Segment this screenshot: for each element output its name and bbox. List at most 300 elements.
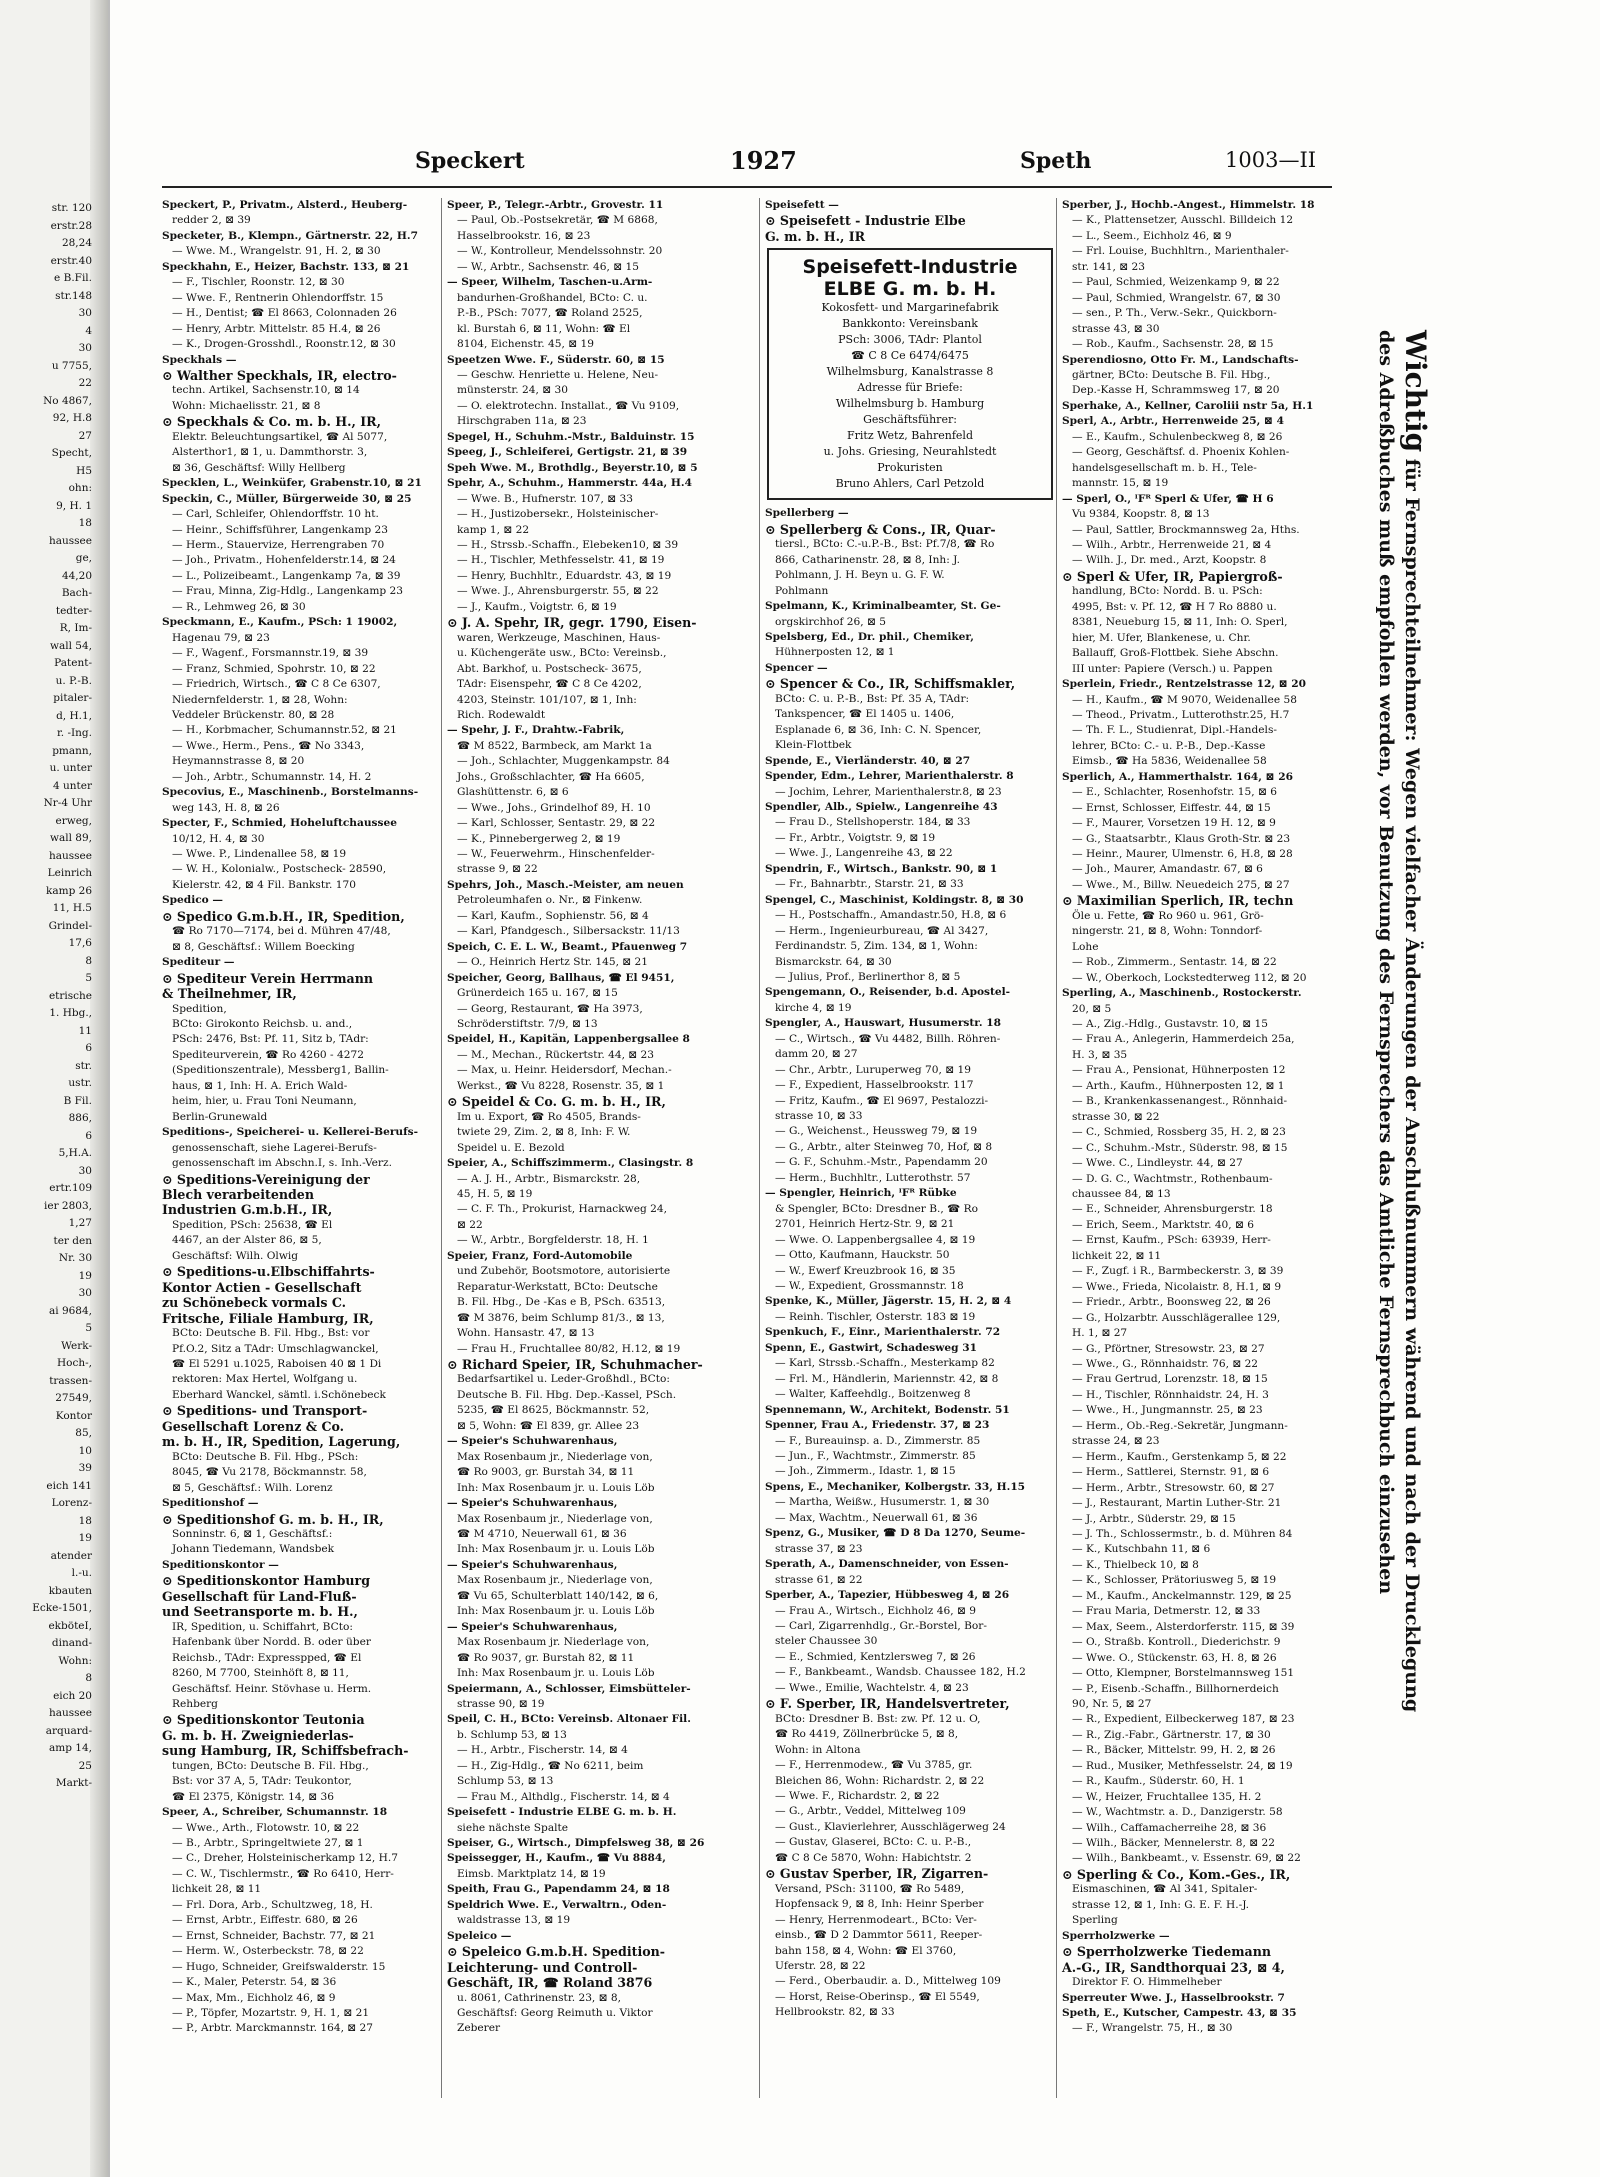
directory-column-4 — [1062, 198, 1334, 2108]
directory-entry-line: — Rud., Musiker, Methfesselstr. 24, ⊠ 19 — [1072, 1759, 1293, 1772]
directory-entry-line: — Otto, Klempner, Borstelmannsweg 151 — [1072, 1667, 1295, 1680]
directory-entry-line: — F., Expedient, Hasselbrookstr. 117 — [775, 1079, 974, 1092]
directory-entry-line: ⊙ Speditionskontor Teutonia — [162, 1712, 365, 1728]
left-page-fragment: kbauten — [48, 1584, 92, 1597]
left-page-fragment: haussee — [49, 1707, 92, 1719]
left-page-fragment: atender — [50, 1549, 92, 1562]
directory-entry-line: ⊙ Speditionshof G. m. b. H., IR, — [162, 1511, 384, 1527]
directory-entry-line: Berlin-Grunewald — [172, 1110, 268, 1123]
left-page-fragment: str. — [75, 1059, 92, 1072]
directory-entry-line: Bst: vor 37 A, 5, TAdr: Teukontor, — [172, 1775, 352, 1788]
page-fold-shadow — [90, 0, 108, 2177]
directory-entry-line: Elektr. Beleuchtungsartikel, ☎ Al 5077, — [172, 430, 388, 443]
directory-entry-line: weg 143, H. 8, ⊠ 26 — [172, 801, 280, 814]
directory-entry-line: — F., Wagenf., Forsmannstr.19, ⊠ 39 — [172, 647, 369, 660]
directory-entry-line: ⊙ Speditions- und Transport- — [162, 1403, 368, 1419]
directory-entry-line: — Herm., Buchhltr., Lutterothstr. 57 — [775, 1171, 971, 1184]
directory-entry-line: Geschäftsf: Wilh. Olwig — [172, 1249, 299, 1262]
directory-entry-line: str. 141, ⊠ 23 — [1072, 260, 1146, 273]
directory-entry-line: Speissegger, H., Kaufm., ☎ Vu 8884, — [447, 1852, 666, 1865]
left-page-fragment: 11 — [78, 1024, 92, 1037]
directory-entry-line: Grünerdeich 165 u. 167, ⊠ 15 — [457, 987, 618, 1000]
directory-entry-line: Werkst., ☎ Vu 8228, Rosenstr. 35, ⊠ 1 — [457, 1079, 665, 1092]
directory-entry-line: Rich. Rodewaldt — [457, 708, 546, 721]
left-page-fragment: str. 120 — [51, 202, 92, 214]
advert-line: Bankkonto: Vereinsbank — [842, 317, 978, 331]
directory-entry-line: Spengler, A., Hauswart, Husumerstr. 18 — [765, 1017, 1002, 1030]
directory-entry-line: Spengel, C., Maschinist, Koldingstr. 8, ⊠ 30 — [765, 893, 1024, 906]
directory-entry-line: — Heinr., Maurer, Ulmenstr. 6, H.8, ⊠ 28 — [1072, 848, 1293, 861]
directory-entry-line: — F., Bureauinsp. a. D., Zimmerstr. 85 — [775, 1434, 981, 1447]
directory-entry-line: Leichterung- und Controll- — [447, 1959, 638, 1975]
directory-entry-line: Ballauff, Groß-Flottbek. Siehe Abschn. — [1072, 647, 1279, 660]
left-page-fragment: 30 — [78, 307, 92, 319]
left-page-fragment: l.-u. — [71, 1567, 92, 1579]
advert-line: ☎ C 8 Ce 6474/6475 — [851, 349, 969, 363]
left-page-fragment: dinand- — [51, 1637, 92, 1649]
directory-entry-line: ☎ Vu 65, Schulterblatt 140/142, ⊠ 6, — [457, 1589, 659, 1602]
directory-entry-line: — Max, u. Heinr. Heidersdorf, Mechan.- — [457, 1064, 672, 1077]
directory-entry-line: — Julius, Prof., Berlinerthor 8, ⊠ 5 — [775, 970, 961, 983]
directory-entry-line: Spehr, A., Schuhm., Hammerstr. 44a, H.4 — [447, 477, 692, 490]
directory-entry-line: Sperrholzwerke — — [1062, 1929, 1170, 1942]
directory-entry-line: Alsterthor1, ⊠ 1, u. Dammthorstr. 3, — [172, 446, 368, 459]
directory-entry-line: G. m. b. H., IR — [765, 228, 866, 244]
directory-entry-line: — W., Ewerf Kreuzbrook 16, ⊠ 35 — [775, 1264, 956, 1277]
directory-entry-line: — Henry, Herrenmodeart., BCto: Ver- — [775, 1913, 977, 1926]
directory-entry-line: Speicher, Georg, Ballhaus, ☎ El 9451, — [447, 971, 675, 984]
directory-entry-line: Specketer, B., Klempn., Gärtnerstr. 22, H.7 — [162, 229, 418, 242]
directory-entry-line: Speckhals — — [162, 353, 237, 366]
directory-entry-line: Esplanade 6, ⊠ 36, Inh: C. N. Spencer, — [775, 723, 982, 736]
directory-entry-line: — W., Wachtmstr. a. D., Danzigerstr. 58 — [1072, 1806, 1283, 1819]
left-page-fragment: 19 — [78, 1532, 92, 1544]
left-page-fragment: Werk- — [61, 1339, 92, 1352]
directory-entry-line: Eismaschinen, ☎ Al 341, Spitaler- — [1072, 1883, 1258, 1896]
directory-entry-line: Spelmann, K., Kriminalbeamter, St. Ge- — [765, 600, 1001, 613]
directory-entry-line: — Karl, Pfandgesch., Silbersackstr. 11/13 — [457, 925, 680, 938]
left-page-fragment: r. -Ing. — [56, 727, 92, 739]
directory-entry-line: — Max, Mm., Eichholz 46, ⊠ 9 — [172, 1991, 336, 2004]
directory-entry-line: tungen, BCto: Deutsche B. Fil. Hbg., — [172, 1759, 369, 1772]
directory-entry-line: 8045, ☎ Vu 2178, Böckmannstr. 58, — [172, 1466, 367, 1479]
directory-entry-line: Spenz, G., Musiker, ☎ D 8 Da 1270, Seume- — [765, 1527, 1026, 1540]
directory-entry-line: Eimsb., ☎ Ha 5836, Weidenallee 58 — [1072, 755, 1267, 768]
directory-entry-line: — Frau D., Stellshoperstr. 184, ⊠ 33 — [775, 816, 971, 829]
directory-entry-line: — R., Kaufm., Süderstr. 60, H. 1 — [1072, 1775, 1245, 1788]
left-page-fragment: 886, — [68, 1112, 92, 1124]
directory-entry-line: Hasselbrookstr. 16, ⊠ 23 — [457, 229, 591, 242]
advert-line: Wilhelmsburg b. Hamburg — [835, 397, 985, 411]
directory-entry-line: — M., Mechan., Rückertstr. 44, ⊠ 23 — [457, 1048, 655, 1061]
directory-entry-line: — Karl, Strssb.-Schaffn., Mesterkamp 82 — [775, 1357, 995, 1370]
directory-entry-line: — Wwe., H., Jungmannstr. 25, ⊠ 23 — [1072, 1404, 1263, 1417]
directory-entry-line: kirche 4, ⊠ 19 — [775, 1001, 852, 1014]
directory-entry-line: — O., Heinrich Hertz Str. 145, ⊠ 21 — [457, 956, 649, 969]
left-page-fragment: wall 54, — [50, 639, 92, 652]
directory-entry-line: — Herm., Sattlerei, Sternstr. 91, ⊠ 6 — [1072, 1466, 1270, 1479]
directory-entry-line: Ferdinandstr. 5, Zim. 134, ⊠ 1, Wohn: — [775, 940, 978, 953]
directory-entry-line: — P., Eisenb.-Schaffn., Billhornerdeich — [1072, 1682, 1279, 1695]
directory-entry-line: strasse 9, ⊠ 22 — [457, 863, 538, 876]
directory-entry-line: Reichsb., TAdr: Expresspped, ☎ El — [172, 1651, 362, 1664]
directory-entry-line: — Wilh., Arbtr., Herrenweide 21, ⊠ 4 — [1072, 538, 1272, 551]
directory-entry-line: — Wwe. O., Stückenstr. 63, H. 8, ⊠ 26 — [1072, 1651, 1277, 1664]
directory-entry-line: — Fr., Bahnarbtr., Starstr. 21, ⊠ 33 — [775, 878, 964, 891]
advert-line: Bruno Ahlers, Carl Petzold — [835, 477, 985, 491]
left-page-fragment: 27 — [78, 429, 92, 442]
directory-entry-line: — C., Wirtsch., ☎ Vu 4482, Billh. Röhren- — [775, 1032, 1001, 1045]
directory-entry-line: — Frau M., Althdlg., Fischerstr. 14, ⊠ 4 — [457, 1790, 670, 1803]
left-page-fragment: 30 — [78, 1287, 92, 1299]
directory-entry-line: Speer, A., Schreiber, Schumannstr. 18 — [162, 1806, 388, 1819]
directory-entry-line: ⊙ Richard Speier, IR, Schuhmacher- — [447, 1356, 703, 1372]
directory-entry-line: — H., Dentist; ☎ El 8663, Colonnaden 26 — [172, 307, 397, 320]
directory-entry-line: — Wwe., Emilie, Wachtelstr. 4, ⊠ 23 — [775, 1681, 969, 1694]
directory-entry-line: — sen., P. Th., Verw.-Sekr., Quickborn- — [1072, 307, 1277, 320]
directory-entry-line: — K., Maler, Peterstr. 54, ⊠ 36 — [172, 1976, 337, 1989]
header-year: 1927 — [730, 146, 797, 175]
directory-entry-line: Klein-Flottbek — [775, 739, 852, 752]
directory-entry-line: Specklen, L., Weinküfer, Grabenstr.10, ⊠ 21 — [162, 477, 422, 490]
directory-entry-line: — W., Kontrolleur, Mendelssohnstr. 20 — [457, 245, 663, 258]
directory-entry-line: Spedico — — [162, 894, 224, 907]
directory-entry-line: ⊙ Speleico G.m.b.H. Spedition- — [447, 1944, 666, 1960]
directory-entry-line: lehrer, BCto: C.- u. P.-B., Dep.-Kasse — [1072, 739, 1266, 752]
directory-entry-line: — Speier's Schuhwarenhaus, — [447, 1497, 618, 1510]
directory-entry-line: ☎ M 3876, beim Schlump 81/3., ⊠ 13, — [457, 1311, 665, 1324]
left-page-fragment: Nr. 30 — [58, 1252, 92, 1264]
directory-entry-line: — Friedrich, Wirtsch., ☎ C 8 Ce 6307, — [172, 678, 381, 691]
left-page-fragment: 92, H.8 — [52, 412, 92, 424]
directory-entry-line: — Wwe. P., Lindenallee 58, ⊠ 19 — [172, 848, 347, 861]
directory-entry-line: Spediteurverein, ☎ Ro 4260 - 4272 — [172, 1048, 364, 1061]
directory-entry-line: Speisefett - Industrie ELBE G. m. b. H. — [447, 1806, 677, 1819]
directory-entry-line: lichkeit 28, ⊠ 11 — [172, 1883, 262, 1896]
left-page-fragment: str.148 — [55, 289, 92, 302]
directory-entry-line: Johs., Großschlachter, ☎ Ha 6605, — [457, 770, 645, 783]
directory-entry-line: — Frl. M., Händlerin, Mariennstr. 42, ⊠ 8 — [775, 1372, 999, 1385]
left-page-edge — [0, 0, 110, 2177]
directory-entry-line: H. 3, ⊠ 35 — [1072, 1048, 1128, 1061]
directory-entry-line: — Joh., Schlachter, Muggenkampstr. 84 — [457, 755, 670, 768]
left-page-fragment: ekböteI, — [48, 1619, 92, 1632]
directory-entry-line: — W., Expedient, Grossmannstr. 18 — [775, 1280, 964, 1293]
directory-entry-line: ⊙ Spediteur Verein Herrmann — [162, 970, 374, 986]
directory-entry-line: Gesellschaft Lorenz & Co. — [162, 1418, 345, 1434]
directory-entry-line: Vu 9384, Koopstr. 8, ⊠ 13 — [1072, 508, 1210, 521]
directory-entry-line: — P., Töpfer, Mozartstr. 9, H. 1, ⊠ 21 — [172, 2007, 370, 2020]
directory-entry-line: Kontor Actien - Gesellschaft — [162, 1279, 362, 1295]
directory-entry-line: — R., Lehmweg 26, ⊠ 30 — [172, 600, 306, 613]
directory-entry-line: — R., Zig.-Fabr., Gärtnerstr. 17, ⊠ 30 — [1072, 1728, 1271, 1741]
left-page-fragment: wall 89, — [50, 832, 92, 844]
directory-entry-line: — Herm. W., Osterbeckstr. 78, ⊠ 22 — [172, 1945, 364, 1958]
left-page-fragment: ter den — [53, 1234, 92, 1247]
directory-entry-line: chaussee 84, ⊠ 13 — [1072, 1188, 1171, 1200]
directory-entry-line: 4995, Bst: v. Pf. 12, ☎ H 7 Ro 8880 u. — [1072, 600, 1277, 613]
directory-entry-line: ⊙ Gustav Sperber, IR, Zigarren- — [765, 1866, 989, 1882]
directory-entry-line: ⊙ F. Sperber, IR, Handelsvertreter, — [765, 1696, 1010, 1712]
side-notice — [1350, 330, 1432, 1810]
directory-entry-line: Speetzen Wwe. F., Süderstr. 60, ⊠ 15 — [447, 353, 665, 366]
directory-entry-line: — W. H., Kolonialw., Postscheck- 28590, — [172, 863, 387, 876]
directory-entry-line: ☎ C 8 Ce 5870, Wohn: Habichtstr. 2 — [775, 1851, 972, 1864]
directory-entry-line: BCto: Deutsche B. Fil. Hbg., Bst: vor — [172, 1327, 370, 1340]
directory-entry-line: Sperhake, A., Kellner, Caroliii nstr 5a, H.1 — [1062, 399, 1314, 412]
directory-entry-line: Sperber, J., Hochb.-Angest., Himmelstr. 18 — [1062, 199, 1315, 211]
left-page-fragment: 27549, — [55, 1392, 92, 1404]
directory-entry-line: Spenn, E., Gastwirt, Schadesweg 31 — [765, 1341, 977, 1354]
left-page-fragment: 39 — [78, 1462, 92, 1474]
left-page-fragment: ge, — [75, 552, 92, 564]
left-page-fragment: No 4867, — [43, 394, 92, 407]
directory-entry-line: zu Schönebeck vormals C. — [162, 1295, 347, 1311]
directory-entry-line: 20, ⊠ 5 — [1072, 1002, 1112, 1015]
directory-entry-line: Geschäftsf: Georg Reimuth u. Viktor — [457, 2007, 653, 2020]
directory-entry-line: 8104, Eichenstr. 45, ⊠ 19 — [457, 338, 594, 351]
directory-entry-line: — R., Expedient, Eilbeckerweg 187, ⊠ 23 — [1072, 1713, 1295, 1726]
directory-entry-line: Schröderstiftstr. 7/9, ⊠ 13 — [457, 1018, 598, 1031]
directory-entry-line: — Otto, Kaufmann, Hauckstr. 50 — [775, 1249, 950, 1262]
directory-entry-line: 8381, Neueburg 15, ⊠ 11, Inh: O. Sperl, — [1072, 616, 1288, 629]
directory-entry-line: — C. W., Tischlermstr., ☎ Ro 6410, Herr- — [172, 1867, 394, 1880]
directory-entry-line: genossenschaft im Abschn.I, s. Inh.-Verz. — [172, 1157, 392, 1170]
directory-entry-line: Speh Wwe. M., Brothdlg., Beyerstr.10, ⊠ 5 — [447, 461, 698, 474]
directory-column-2 — [447, 198, 719, 2108]
directory-entry-line: & Theilnehmer, IR, — [162, 986, 297, 1002]
directory-entry-line: — A. J. H., Arbtr., Bismarckstr. 28, — [457, 1172, 641, 1185]
directory-entry-line: — H., Tischler, Rönnhaidstr. 24, H. 3 — [1072, 1388, 1269, 1401]
directory-entry-line: — Georg, Restaurant, ☎ Ha 3973, — [457, 1002, 643, 1015]
directory-entry-line: Niedernfelderstr. 1, ⊠ 28, Wohn: — [172, 693, 348, 706]
directory-entry-line: Hopfensack 9, ⊠ 8, Inh: Heinr Sperber — [775, 1898, 984, 1911]
directory-entry-line: Inh: Max Rosenbaum jr. u. Louis Löb — [457, 1667, 655, 1680]
directory-entry-line: kl. Burstah 6, ⊠ 11, Wohn: ☎ El — [457, 322, 631, 335]
left-page-fragment: ai 9684, — [48, 1304, 92, 1317]
directory-entry-line: — M., Kaufm., Anckelmannstr. 129, ⊠ 25 — [1072, 1589, 1292, 1602]
directory-entry-line: — Speer, Wilhelm, Taschen-u.Arm- — [447, 276, 653, 289]
directory-entry-line: strasse 30, ⊠ 22 — [1072, 1110, 1160, 1123]
directory-entry-line: Sperreuter Wwe. J., Hasselbrookstr. 7 — [1062, 1991, 1285, 2004]
directory-entry-line: b. Schlump 53, ⊠ 13 — [457, 1728, 567, 1741]
directory-entry-line: — E., Schneider, Ahrensburgerstr. 18 — [1072, 1203, 1273, 1216]
directory-entry-line: & Spengler, BCto: Dresdner B., ☎ Ro — [775, 1202, 979, 1215]
directory-entry-line: Reparatur-Werkstatt, BCto: Deutsche — [457, 1280, 658, 1293]
directory-entry-line: ⊙ Speidel & Co. G. m. b. H., IR, — [447, 1094, 666, 1110]
directory-entry-line: Spens, E., Mechaniker, Kolbergstr. 33, H.15 — [765, 1480, 1026, 1493]
directory-entry-line: Speier, Franz, Ford-Automobile — [447, 1249, 633, 1262]
advert-line: u. Johs. Griesing, Neurahlstedt — [823, 445, 997, 459]
directory-entry-line: ☎ M 8522, Barmbeck, am Markt 1a — [457, 739, 652, 752]
left-page-fragment: Grindel- — [48, 919, 92, 932]
directory-entry-line: — W., Oberkoch, Lockstedterweg 112, ⊠ 20 — [1072, 971, 1307, 984]
directory-entry-line: tiersl., BCto: C.-u.P.-B., Bst: Pf.7/8, ☎ Ro — [775, 538, 995, 551]
column-divider — [1056, 198, 1057, 2098]
directory-entry-line: — Herm., Stauervize, Herrengraben 70 — [172, 538, 385, 551]
directory-entry-line: — G., Holzarbtr. Ausschlägerallee 129, — [1072, 1311, 1281, 1324]
directory-entry-line: ⊙ Speditions-Vereinigung der — [162, 1171, 370, 1187]
directory-entry-line: ☎ El 2375, Königstr. 14, ⊠ 36 — [172, 1790, 335, 1803]
directory-entry-line: Speich, C. E. L. W., Beamt., Pfauenweg 7 — [447, 940, 688, 953]
directory-entry-line: — Herm., Ob.-Reg.-Sekretär, Jungmann- — [1072, 1419, 1288, 1432]
directory-entry-line: ⊙ Sperrholzwerke Tiedemann — [1062, 1944, 1272, 1960]
directory-entry-line: — Paul, Schmied, Weizenkamp 9, ⊠ 22 — [1072, 276, 1280, 289]
directory-entry-line: Spedition, PSch: 25638, ☎ El — [172, 1218, 333, 1231]
directory-entry-line: — K., Drogen-Grosshdl., Roonstr.12, ⊠ 30 — [172, 338, 396, 351]
directory-entry-line: techn. Artikel, Sachsenstr.10, ⊠ 14 — [172, 384, 360, 397]
advert-title: ELBE G. m. b. H. — [823, 278, 997, 301]
directory-entry-line: — Joh., Privatm., Hohenfelderstr.14, ⊠ 24 — [172, 554, 396, 567]
left-page-fragment: erweg, — [55, 814, 92, 827]
directory-entry-line: — H., Kaufm., ☎ M 9070, Weidenallee 58 — [1072, 693, 1297, 706]
directory-entry-line: Sperlich, A., Hammerthalstr. 164, ⊠ 26 — [1062, 770, 1293, 783]
left-page-fragment: 10 — [78, 1444, 92, 1457]
directory-entry-line: strasse 61, ⊠ 22 — [775, 1573, 863, 1586]
left-page-fragment: etrische — [48, 989, 92, 1002]
page-header — [140, 140, 1330, 180]
left-page-fragment: 19 — [78, 1269, 92, 1282]
directory-entry-line: Sperlein, Friedr., Rentzelstrasse 12, ⊠ 20 — [1062, 678, 1307, 691]
directory-entry-line: Spehrs, Joh., Masch.-Meister, am neuen — [447, 878, 684, 891]
directory-entry-line: — Theod., Privatm., Lutterothstr.25, H.7 — [1072, 708, 1290, 721]
left-page-fragment: trassen- — [49, 1374, 92, 1387]
left-page-fragment: H5 — [76, 464, 92, 477]
directory-entry-line: BCto: Dresdner B. Bst: zw. Pf. 12 u. O, — [775, 1712, 981, 1725]
directory-entry-line: Rehberg — [172, 1697, 218, 1710]
header-last-entry: Speth — [1020, 148, 1092, 174]
directory-entry-line: bandurhen-Großhandel, BCto: C. u. — [457, 291, 648, 304]
directory-entry-line: — G., Staatsarbtr., Klaus Groth-Str. ⊠ 23 — [1072, 832, 1291, 845]
directory-entry-line: — Horst, Reise-Oberinsp., ☎ El 5549, — [775, 1990, 980, 2003]
directory-entry-line: — Speier's Schuhwarenhaus, — [447, 1558, 618, 1571]
directory-entry-line: 10/12, H. 4, ⊠ 30 — [172, 832, 265, 845]
directory-entry-line: — Joh., Arbtr., Schumannstr. 14, H. 2 — [172, 770, 372, 783]
directory-entry-line: Speiser, G., Wirtsch., Dimpfelsweg 38, ⊠ 26 — [447, 1837, 705, 1850]
directory-entry-line: ⊙ Maximilian Sperlich, IR, techn — [1062, 893, 1294, 909]
directory-entry-line: mannstr. 15, ⊠ 19 — [1072, 477, 1169, 490]
left-page-fragment: e B.Fil. — [54, 272, 92, 284]
left-page-fragment: 18 — [78, 1514, 92, 1527]
directory-entry-line: — Carl, Zigarrenhdlg., Gr.-Borstel, Bor- — [775, 1619, 987, 1632]
directory-entry-line: — Wwe., Herm., Pens., ☎ No 3343, — [172, 739, 365, 752]
directory-entry-line: Max Rosenbaum jr. Niederlage von, — [457, 1636, 650, 1649]
directory-entry-line: — Ernst, Schlosser, Eiffestr. 44, ⊠ 15 — [1072, 801, 1271, 814]
directory-entry-line: Speidel, H., Kapitän, Lappenbergsallee 8 — [447, 1033, 690, 1046]
directory-entry-line: — Walter, Kaffeehdlg., Boitzenweg 8 — [775, 1388, 971, 1401]
directory-entry-line: kamp 1, ⊠ 22 — [457, 523, 530, 536]
directory-column-3 — [765, 198, 1055, 2108]
directory-entry-line: — Karl, Schlosser, Sentastr. 29, ⊠ 22 — [457, 817, 656, 830]
directory-entry-line: — Geschw. Henriette u. Helene, Neu- — [457, 368, 659, 381]
left-page-fragment: 11, H.5 — [52, 902, 92, 914]
directory-entry-line: ⊠ 5, Wohn: ☎ El 839, gr. Allee 23 — [457, 1419, 640, 1432]
directory-entry-line: Dep.-Kasse H, Schrammsweg 17, ⊠ 20 — [1072, 384, 1280, 397]
directory-entry-line: Blech verarbeitenden — [162, 1187, 314, 1202]
directory-entry-line: — Wwe., M., Billw. Neuedeich 275, ⊠ 27 — [1072, 878, 1290, 891]
directory-entry-line: — O. elektrotechn. Installat., ☎ Vu 9109, — [457, 399, 680, 412]
directory-entry-line: — Frau Gertrud, Lorenzstr. 18, ⊠ 15 — [1072, 1373, 1268, 1386]
directory-entry-line: — J. Th., Schlossermstr., b. d. Mühren 84 — [1072, 1527, 1293, 1540]
directory-entry-line: — Henry, Buchhltr., Eduardstr. 43, ⊠ 19 — [457, 569, 672, 582]
directory-entry-line: — H., Strssb.-Schaffn., Elebeken10, ⊠ 39 — [457, 538, 679, 551]
directory-entry-line: rektoren: Max Hertel, Wolfgang u. — [172, 1373, 358, 1386]
directory-entry-line: Spender, Edm., Lehrer, Marienthalerstr. 8 — [765, 770, 1014, 783]
directory-entry-line: Bleichen 86, Wohn: Richardstr. 2, ⊠ 22 — [775, 1774, 985, 1787]
directory-entry-line: — G., Arbtr., alter Steinweg 70, Hof, ⊠ 8 — [775, 1140, 993, 1153]
directory-entry-line: Speckin, C., Müller, Bürgerweide 30, ⊠ 25 — [162, 492, 412, 505]
directory-entry-line: Pohlmann — [775, 584, 829, 597]
directory-entry-line: — Frau, Minna, Zig-Hdlg., Langenkamp 23 — [172, 585, 404, 598]
directory-entry-line: BCto: C. u. P.-B., Bst: Pf. 35 A, TAdr: — [775, 692, 970, 705]
left-page-fragment: erstr.40 — [50, 254, 92, 267]
directory-entry-line: — Wwe. F., Rentnerin Ohlendorffstr. 15 — [172, 291, 384, 304]
directory-entry-line: ⊙ Speditions-u.Elbschiffahrts- — [162, 1264, 375, 1280]
directory-entry-line: ⊙ Spellerberg & Cons., IR, Quar- — [765, 521, 996, 537]
directory-entry-line: — Herm., Kaufm., Gerstenkamp 5, ⊠ 22 — [1072, 1450, 1287, 1463]
directory-entry-line: Zeberer — [457, 2022, 501, 2035]
directory-entry-line: — Wilh. J., Dr. med., Arzt, Koopstr. 8 — [1072, 554, 1267, 567]
left-page-fragment: 6 — [85, 1129, 92, 1142]
advertisement-box — [767, 248, 1053, 500]
directory-entry-line: — Frl. Louise, Buchhltrn., Marienthaler- — [1072, 245, 1289, 258]
directory-entry-line: — Paul, Ob.-Postsekretär, ☎ M 6868, — [457, 214, 658, 227]
directory-entry-line: Speth, E., Kutscher, Campestr. 43, ⊠ 35 — [1062, 2007, 1297, 2020]
directory-entry-line: Speckmann, E., Kaufm., PSch: 1 19002, — [162, 616, 398, 629]
directory-entry-line: Spennemann, W., Architekt, Bodenstr. 51 — [765, 1403, 1010, 1416]
left-page-fragment: 17,6 — [68, 937, 92, 949]
directory-entry-line: — Carl, Schleifer, Ohlendorffstr. 10 ht. — [172, 508, 379, 521]
directory-entry-line: — Ferd., Oberbaudir. a. D., Mittelweg 109 — [775, 1975, 1001, 1988]
directory-entry-line: orgskirchhof 26, ⊠ 5 — [775, 615, 886, 628]
directory-entry-line: — Wwe., Arth., Flotowstr. 10, ⊠ 22 — [172, 1821, 360, 1834]
directory-entry-line: — W., Arbtr., Borgfelderstr. 18, H. 1 — [457, 1234, 649, 1247]
directory-entry-line: Bismarckstr. 64, ⊠ 30 — [775, 955, 892, 968]
directory-entry-line: 90, Nr. 5, ⊠ 27 — [1072, 1697, 1152, 1710]
directory-entry-line: — F., Bankbeamt., Wandsb. Chaussee 182, H.2 — [775, 1666, 1026, 1679]
left-page-fragment: 4 unter — [53, 779, 92, 792]
left-page-fragment: Patent- — [54, 657, 92, 669]
advert-title: Speisefett-Industrie — [802, 256, 1018, 279]
directory-entry-line: siehe nächste Spalte — [457, 1821, 569, 1834]
directory-entry-line: Specter, F., Schmied, Hoheluftchaussee — [162, 817, 397, 830]
directory-entry-line: gärtner, BCto: Deutsche B. Fil. Hbg., — [1072, 368, 1271, 381]
directory-entry-line: — Karl, Kaufm., Sophienstr. 56, ⊠ 4 — [457, 909, 649, 922]
directory-entry-line: ⊠ 8, Geschäftsf.: Willem Boecking — [172, 940, 355, 953]
directory-entry-line: Speisefett — — [765, 199, 839, 211]
directory-entry-line: — C. F. Th., Prokurist, Harnackweg 24, — [457, 1203, 667, 1216]
directory-entry-line: ⊠ 5, Geschäftsf.: Wilh. Lorenz — [172, 1481, 333, 1494]
directory-entry-line: ⊙ Speditionskontor Hamburg — [162, 1573, 370, 1589]
directory-entry-line: — Jun., F., Wachtmstr., Zimmerstr. 85 — [775, 1450, 976, 1462]
directory-entry-line: haus, ⊠ 1, Inh: H. A. Erich Wald- — [172, 1079, 348, 1092]
directory-entry-line: Sperl, A., Arbtr., Herrenweide 25, ⊠ 4 — [1062, 415, 1284, 428]
left-page-fragment: Bach- — [61, 587, 92, 599]
directory-entry-line: Spende, E., Vierländerstr. 40, ⊠ 27 — [765, 754, 971, 767]
directory-entry-line: — Max, Seem., Alsterdorferstr. 115, ⊠ 39 — [1072, 1620, 1295, 1633]
directory-entry-line: Hafenbank über Nordd. B. oder über — [172, 1636, 371, 1649]
directory-entry-line: Spediteur — — [162, 956, 235, 969]
directory-entry-line: — G., Pförtner, Stresowstr. 23, ⊠ 27 — [1072, 1342, 1265, 1355]
left-page-fragment: erstr.28 — [50, 219, 92, 232]
directory-entry-line: — Martha, Weißw., Husumerstr. 1, ⊠ 30 — [775, 1496, 990, 1509]
directory-entry-line: strasse 90, ⊠ 19 — [457, 1697, 545, 1710]
directory-entry-line: Spenke, K., Müller, Jägerstr. 15, H. 2, ⊠ 4 — [765, 1295, 1012, 1308]
directory-entry-line: — Wilh., Caffamacherreihe 28, ⊠ 36 — [1072, 1821, 1267, 1834]
directory-entry-line: — Hugo, Schneider, Greifswalderstr. 15 — [172, 1960, 386, 1973]
directory-entry-line: — H., Postschaffn., Amandastr.50, H.8, ⊠ 6 — [775, 909, 1007, 922]
left-page-fragment: arquard- — [45, 1724, 92, 1737]
